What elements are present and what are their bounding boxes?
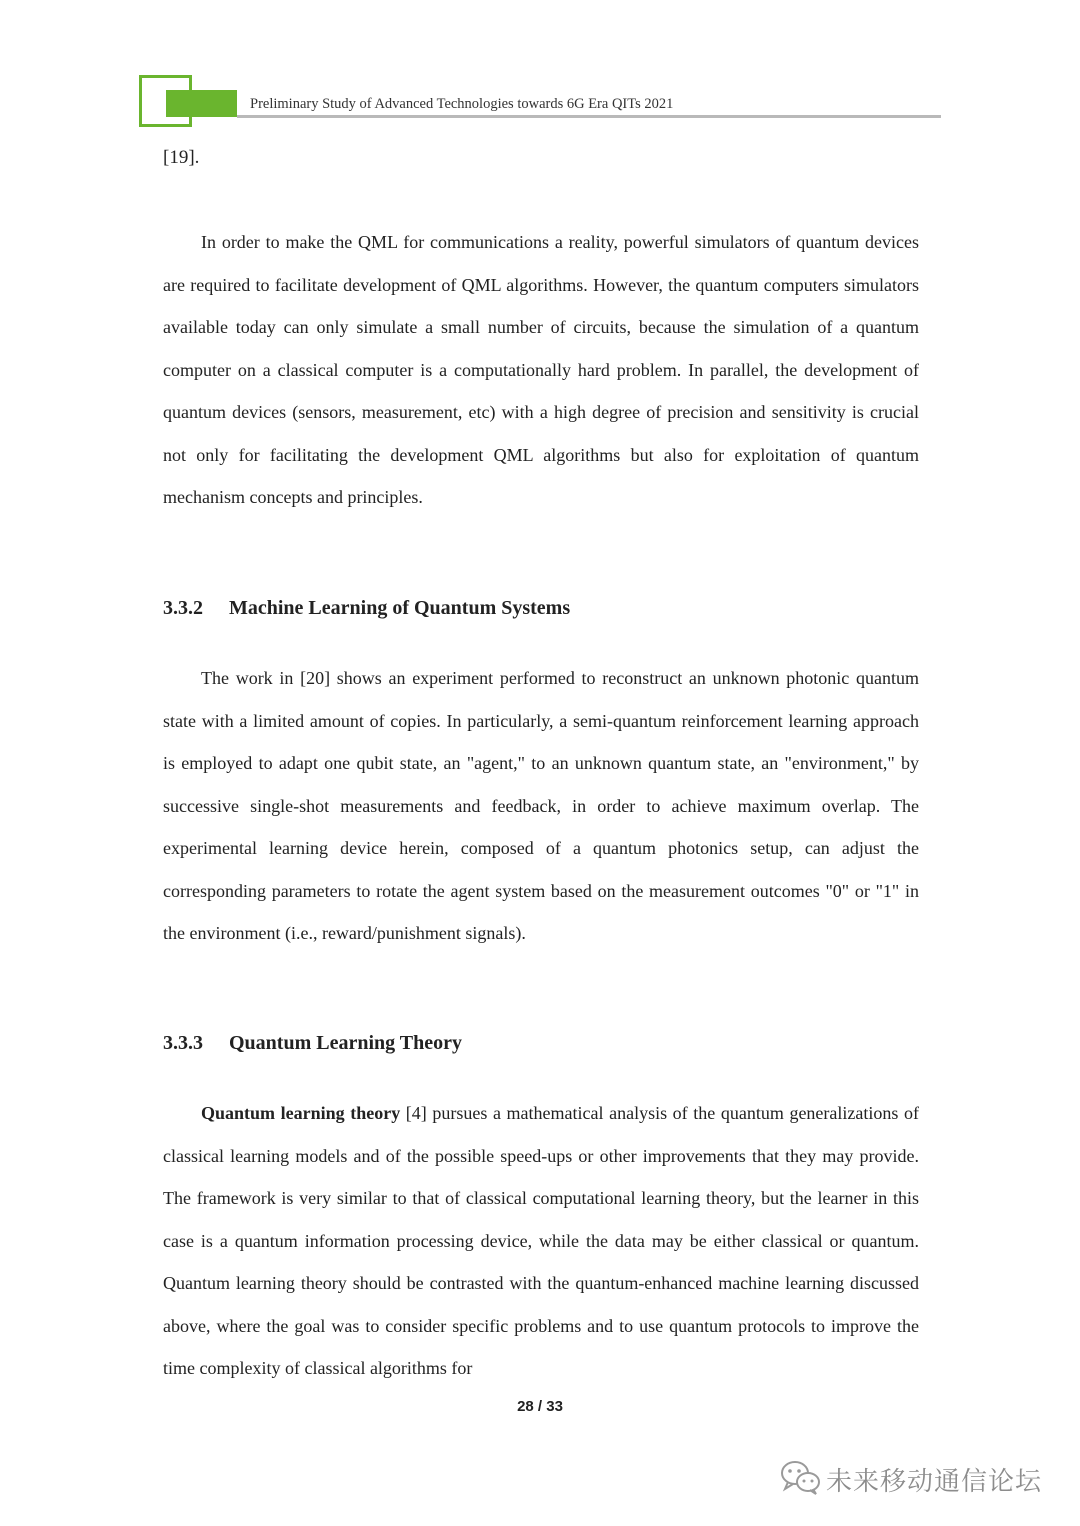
- paragraph-text: The work in [20] shows an experiment performed to reconstruct an unknown photonic quantum state with a limited amount of copies. In particularly, a semi-quantum reinforcement learning approach is employed to adapt one qubit state, an "agent," to an unknown quantum state, an "environment," by successive single-shot measurements and feedback, in order to achieve maximum overlap. The experimental learning device herein, composed of a quantum photonics setup, can adjust the corresponding parameters to rotate the agent system based on the measurement outcomes "0" or "1" in the environment (i.e., reward/punishment signals).: [163, 668, 919, 943]
- paragraph-qml-simulators: [163, 221, 919, 519]
- section-title: Quantum Learning Theory: [229, 1032, 462, 1054]
- paragraph-ml-quantum-systems: [163, 657, 919, 955]
- header-rule: [237, 115, 941, 118]
- paragraph-text: [4] pursues a mathematical analysis of the quantum generalizations of classical learning models and of the possible speed-ups or other improvements that they may provide. The framework is very similar to that of classical computational learning theory, but the learner in this case is a quantum information processing device, while the data may be either classical or quantum. Quantum learning theory should be contrasted with the quantum-enhanced machine learning discussed above, where the goal was to consider specific problems and to use quantum protocols to improve the time complexity of classical algorithms for: [163, 1103, 919, 1378]
- section-heading-3-3-2: [163, 597, 570, 620]
- header-logo-block: [166, 90, 237, 117]
- reference-continuation: [19].: [163, 147, 200, 168]
- wechat-icon: [780, 1458, 822, 1501]
- paragraph-quantum-learning-theory: [163, 1092, 919, 1390]
- header-title: Preliminary Study of Advanced Technologies towards 6G Era QITs 2021: [250, 96, 674, 112]
- watermark: [780, 1458, 1042, 1501]
- paragraph-text: In order to make the QML for communications a reality, powerful simulators of quantum devices are required to facilitate development of QML algorithms. However, the quantum computers simulators available today can only simulate a small number of circuits, because the simulation of a quantum computer on a classical computer is a computationally hard problem. In parallel, the development of quantum devices (sensors, measurement, etc) with a high degree of precision and sensitivity is crucial not only for facilitating the development QML algorithms but also for exploitation of quantum mechanism concepts and principles.: [163, 232, 919, 507]
- page-number: 28 / 33: [517, 1398, 563, 1415]
- watermark-text: 未来移动通信论坛: [826, 1467, 1043, 1497]
- section-heading-3-3-3: [163, 1032, 462, 1055]
- bold-term: Quantum learning theory: [201, 1103, 401, 1123]
- section-number: 3.3.3: [163, 1032, 203, 1054]
- section-title: Machine Learning of Quantum Systems: [229, 597, 571, 619]
- section-number: 3.3.2: [163, 597, 203, 619]
